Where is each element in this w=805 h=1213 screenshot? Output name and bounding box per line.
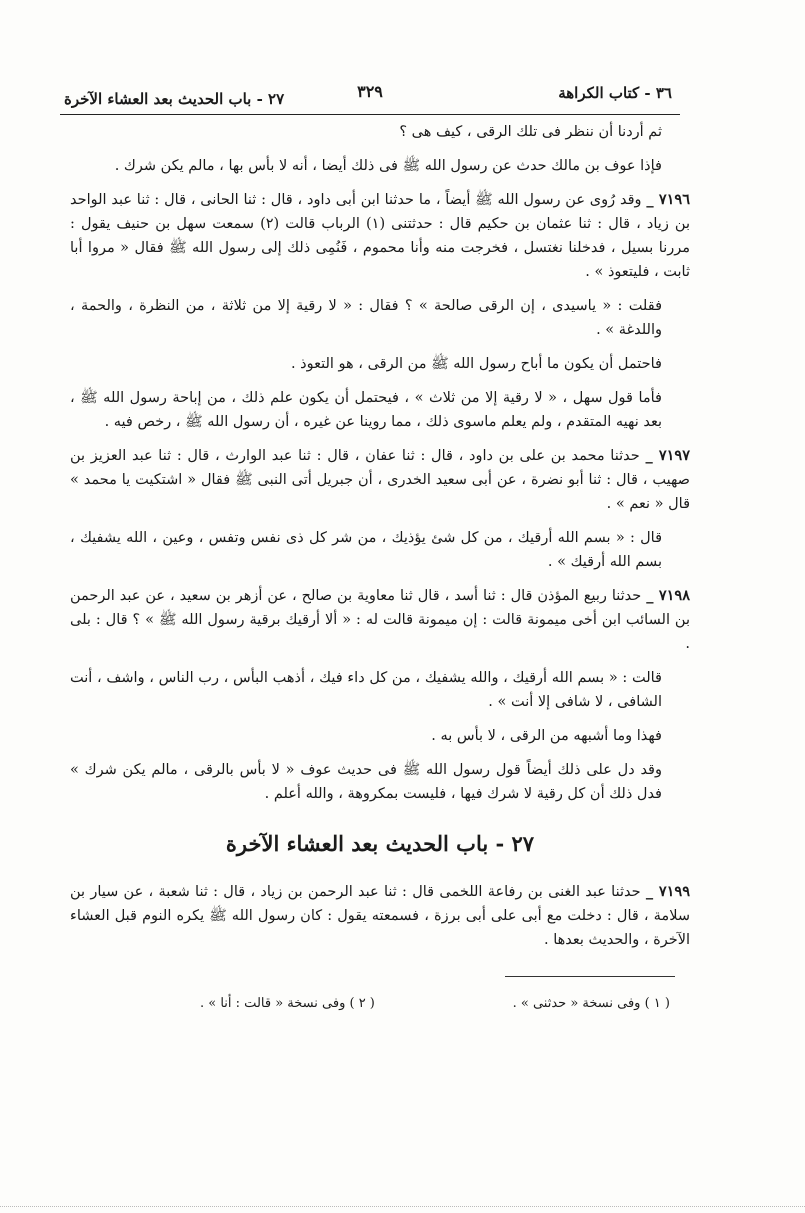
hadith-paragraph: ٧١٩٧ _ حدثنا محمد بن على بن داود ، قال : ثنا عفان ، قال : ثنا عبد الوارث ، قال : ثنا عبد العزيز بن صهيب ، قال : ثنا أبو نضرة ، عن أبى سعيد الخدرى ، أن جبريل أتى النبى ﷺ فقال « اشتكيت يا محمد » قال « نعم » . [70, 447, 690, 512]
page-edge [0, 1206, 805, 1207]
page-body [70, 120, 690, 962]
hadith-paragraph: ٧١٩٦ _ وقد رُوى عن رسول الله ﷺ أيضاً ، ما حدثنا ابن أبى داود ، قال : ثنا الحانى ، قال : ثنا عبد الواحد بن زياد ، قال : ثنا عثمان بن حكيم قال : حدثتنى (١) الرباب قالت (٢) سمعت سهل بن حنيف يقول : مررنا بسيل ، فدخلنا نغتسل ، فخرجت منه وأنا محموم ، فَنُمِى ذلك إلى رسول الله ﷺ فقال « مروا أبا ثابت ، فليتعوذ » . [70, 191, 690, 280]
paragraph: فقلت : « ياسيدى ، إن الرقى صالحة » ؟ فقال : « لا رقية إلا من ثلاثة ، من النظرة ، والحمة ، واللدغة » . [70, 298, 662, 338]
paragraph: ثم أردنا أن ننظر فى تلك الرقى ، كيف هى ؟ [399, 124, 662, 140]
hadith-number: ٧١٩٧ _ [645, 447, 690, 464]
hadith-paragraph: ٧١٩٩ _ حدثنا عبد الغنى بن رفاعة اللخمى قال : ثنا عبد الرحمن بن زياد ، قال : ثنا شعبة ، عن سيار بن سلامة ، قال : دخلت مع أبى على أبى برزة ، فسمعته يقول : كان رسول الله ﷺ يكره النوم قبل العشاء الآخرة ، والحديث بعدها . [70, 883, 690, 948]
footnote-divider [505, 976, 675, 977]
paragraph: وقد دل على ذلك أيضاً قول رسول الله ﷺ فى حديث عوف « لا بأس بالرقى ، مالم يكن شرك » فدل ذلك أن كل رقية لا شرك فيها ، فليست بمكروهة ، والله أعلم . [70, 762, 662, 802]
hadith-paragraph: ٧١٩٨ _ حدثنا ربيع المؤذن قال : ثنا أسد ، قال ثنا معاوية بن صالح ، عن أزهر بن سعيد ، عن عبد الرحمن بن السائب ابن أخى ميمونة قالت : إن ميمونة قالت له : « ألا أرقيك برقية رسول الله ﷺ » ؟ قال : بلى . [70, 587, 690, 652]
paragraph: قالت : « بسم الله أرقيك ، والله يشفيك ، من كل داء فيك ، أذهب البأس ، رب الناس ، واشف ، أنت الشافى ، لا شافى إلا أنت » . [70, 670, 662, 710]
paragraph: فاحتمل أن يكون ما أباح رسول الله ﷺ من الرقى ، هو التعوذ . [290, 356, 662, 372]
hadith-number: ٧١٩٦ _ [646, 191, 690, 208]
header-chapter-title: ٢٧ - باب الحديث بعد العشاء الآخرة [64, 90, 285, 108]
footnote-1: ( ١ ) وفى نسخة « حدثنى » . [512, 996, 670, 1011]
footnotes [200, 996, 670, 1020]
header-page-number: ٣٢٩ [357, 82, 383, 101]
paragraph: قال : « بسم الله أرقيك ، من كل شئ يؤذيك ، من شر كل ذى نفس وتفس ، وعين ، الله يشفيك ، بسم الله أرقيك » . [70, 530, 662, 570]
paragraph: فإذا عوف بن مالك حدث عن رسول الله ﷺ فى ذلك أيضا ، أنه لا بأس بها ، مالم يكن شرك . [114, 158, 662, 174]
paragraph: فهذا وما أشبهه من الرقى ، لا بأس به . [431, 728, 662, 744]
hadith-number: ٧١٩٩ _ [645, 883, 690, 900]
page-header [60, 78, 680, 115]
header-book-title: ٣٦ - كتاب الكراهة [558, 84, 672, 102]
chapter-heading: ٢٧ - باب الحديث بعد العشاء الآخرة [225, 831, 535, 856]
paragraph: فأما قول سهل ، « لا رقية إلا من ثلاث » ، فيحتمل أن يكون علم ذلك ، من إباحة رسول الله ﷺ ، بعد نهيه المتقدم ، ولم يعلم ماسوى ذلك ، مما روينا عن غيره ، أن رسول الله ﷺ ، رخص فيه . [70, 390, 662, 430]
footnote-2: ( ٢ ) وفى نسخة « قالت : أنا » . [200, 996, 375, 1011]
hadith-number: ٧١٩٨ _ [646, 587, 690, 604]
